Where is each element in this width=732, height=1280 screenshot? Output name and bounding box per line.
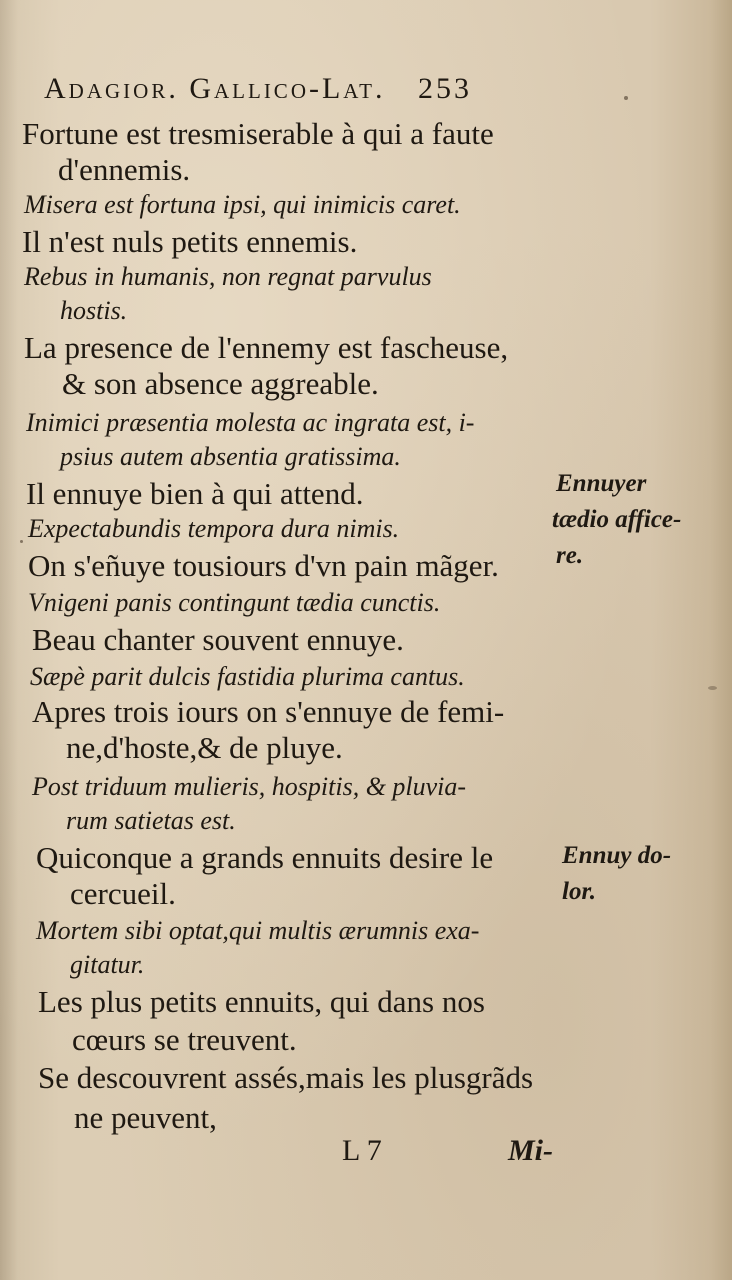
- signature-mark: L 7: [342, 1134, 382, 1167]
- text-line-11: Il ennuye bien à qui attend.: [26, 476, 364, 511]
- text-line-12: Expectabundis tempora dura nimis.: [28, 514, 400, 543]
- text-line-13: On s'eñuye tousiours d'vn pain mãger.: [28, 548, 499, 583]
- text-line-2: d'ennemis.: [58, 152, 191, 187]
- text-line-17: Apres trois iours on s'ennuye de femi-: [32, 694, 505, 729]
- stain-mark: [708, 686, 717, 690]
- text-line-10: psius autem absentia gratissima.: [60, 442, 401, 471]
- text-line-27: Se descouvrent assés,mais les plusgrãds: [38, 1060, 534, 1095]
- catchword: Mi-: [508, 1134, 553, 1167]
- margin-note-1-line-1: Ennuyer: [556, 470, 647, 497]
- margin-note-1-line-2: tædio affice-: [552, 506, 682, 533]
- text-line-18: ne,d'hoste,& de pluye.: [66, 730, 343, 765]
- text-line-1: Fortune est tresmiserable à qui a faute: [22, 116, 494, 151]
- text-line-20: rum satietas est.: [66, 806, 236, 835]
- text-line-5: Rebus in humanis, non regnat parvulus: [24, 262, 432, 291]
- text-line-24: gitatur.: [70, 950, 145, 979]
- text-line-15: Beau chanter souvent ennuye.: [32, 622, 404, 657]
- text-line-7: La presence de l'ennemy est fascheuse,: [24, 330, 509, 365]
- text-line-28: ne peuvent,: [74, 1100, 217, 1135]
- page-number: 253: [417, 72, 472, 105]
- ink-speck: [20, 540, 23, 543]
- running-header: [44, 72, 472, 106]
- text-line-4: Il n'est nuls petits ennemis.: [22, 224, 358, 259]
- text-line-23: Mortem sibi optat,qui multis ærumnis exa-: [36, 916, 480, 945]
- text-line-8: & son absence aggreable.: [62, 366, 379, 401]
- text-line-14: Vnigeni panis contingunt tædia cunctis.: [28, 588, 441, 617]
- text-line-19: Post triduum mulieris, hospitis, & pluvia-: [32, 772, 467, 801]
- text-line-22: cercueil.: [70, 876, 176, 911]
- text-line-26: cœurs se treuvent.: [72, 1022, 297, 1057]
- margin-note-1-line-3: re.: [556, 542, 584, 569]
- text-line-21: Quiconque a grands ennuits desire le: [36, 840, 494, 875]
- text-line-3: Misera est fortuna ipsi, qui inimicis caret.: [24, 190, 461, 219]
- header-title: Adagior. Gallico-Lat.: [44, 72, 386, 105]
- ink-speck: [624, 96, 628, 100]
- margin-note-2-line-2: lor.: [562, 878, 597, 905]
- margin-note-2-line-1: Ennuy do-: [562, 842, 672, 869]
- text-line-25: Les plus petits ennuits, qui dans nos: [38, 984, 485, 1019]
- text-line-9: Inimici præsentia molesta ac ingrata est, i-: [26, 408, 475, 437]
- text-line-16: Sæpè parit dulcis fastidia plurima cantus.: [30, 662, 465, 691]
- text-line-6: hostis.: [60, 296, 128, 325]
